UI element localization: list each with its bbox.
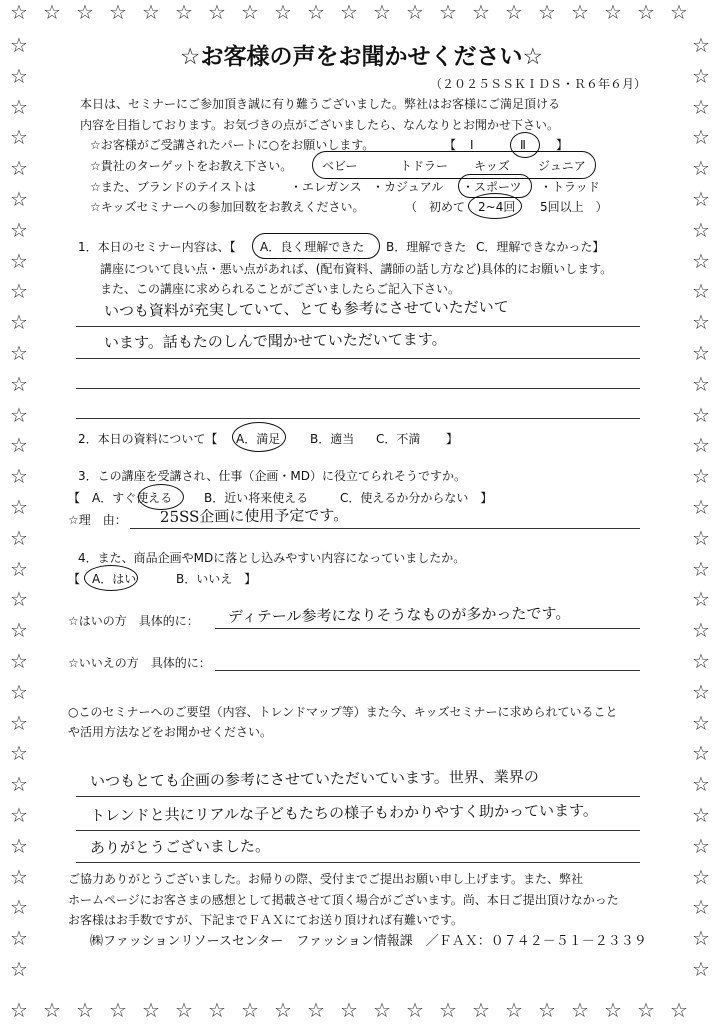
request-line-c [76,862,640,863]
page-title: ☆お客様の声をお聞かせください☆ [179,44,544,70]
star-icon: ☆ [692,279,710,304]
star-icon: ☆ [10,248,28,273]
star-icon: ☆ [10,895,28,920]
request-answer-1: いつもとても企画の参考にさせていただいています。世界、業界の [89,767,539,791]
q4-option-b[interactable]: B．いいえ 】 [176,572,257,586]
star-icon: ☆ [692,125,710,150]
star-icon: ☆ [10,525,28,550]
q1-answer-2: います。話もたのしんで聞かせていただいてます。 [103,330,447,352]
star-icon: ☆ [10,587,28,612]
star-icon: ☆ [692,402,710,427]
q4-no-line [215,670,640,671]
star-icon: ☆ [692,187,710,211]
star-icon: ☆ [10,772,28,797]
star-icon: ☆ [637,998,655,1022]
brand-trad[interactable]: ・トラッド [540,180,600,194]
star-icon: ☆ [340,998,358,1022]
target-toddler[interactable]: トドラー [400,159,449,173]
star-icon: ☆ [175,998,193,1022]
star-icon: ☆ [571,0,589,24]
q1-line-4 [76,418,640,419]
star-icon: ☆ [10,833,28,858]
star-icon: ☆ [692,156,710,181]
request-answer-3: ありがとうございました。 [89,837,271,857]
star-icon: ☆ [692,926,710,951]
q1-line-3 [76,388,640,389]
brand-sports[interactable]: ・スポーツ [462,180,522,194]
star-icon: ☆ [692,864,710,889]
star-icon: ☆ [10,649,28,673]
request-line-a [76,796,640,797]
brand-casual[interactable]: ・カジュアル [372,180,444,194]
star-icon: ☆ [43,0,61,24]
q3-option-a[interactable]: 【 A．すぐ使える [68,491,173,505]
request-answer-2: トレンドと共にリアルな子どもたちの様子もわかりやすく助かっています。 [89,801,598,825]
target-kids[interactable]: キッズ [474,159,510,173]
star-icon: ☆ [307,0,325,24]
star-icon: ☆ [307,998,325,1022]
survey-code: （２０２５ＳＳＫＩＤＳ・Ｒ６年６月） [430,77,647,91]
q3-question: 3．この講座を受講され、仕事（企画・MD）に役立てられそうですか。 [78,469,466,483]
q1-option-a[interactable]: A．良く理解できた [260,240,365,254]
star-icon: ☆ [274,0,292,24]
star-icon: ☆ [10,618,28,643]
part-prompt: ☆お客様がご受講されたパートに○をお願いします。 [90,138,375,152]
intro-line-1: 本日は、セミナーにご参加頂き誠に有り難うございました。弊社はお客様にご満足頂ける [80,97,561,111]
star-icon: ☆ [439,0,457,24]
star-icon: ☆ [142,998,160,1022]
count-5-plus[interactable]: 5回以上 ） [540,200,608,214]
star-icon: ☆ [692,803,710,827]
count-first[interactable]: （ 初めて [405,200,466,214]
star-icon: ☆ [241,0,259,24]
star-icon: ☆ [692,94,710,119]
q1-line-2 [76,358,640,359]
star-icon: ☆ [10,710,28,735]
star-icon: ☆ [10,341,28,365]
star-icon: ☆ [406,0,424,24]
part-bracket-close: 】 [556,138,569,152]
count-2-4[interactable]: 2~4回 [478,200,516,214]
star-icon: ☆ [472,998,490,1022]
star-icon: ☆ [571,998,589,1022]
star-icon: ☆ [10,998,28,1022]
star-icon: ☆ [10,33,28,57]
star-icon: ☆ [692,649,710,673]
q1-line-1 [76,326,640,327]
star-icon: ☆ [692,217,710,242]
star-icon: ☆ [692,341,710,365]
q4-yes-label: ☆はいの方 具体的に： [68,614,199,628]
star-icon: ☆ [10,864,28,889]
q2-question: 2．本日の資料について【 [78,432,218,446]
star-icon: ☆ [10,957,28,981]
star-icon: ☆ [692,371,710,396]
q3-reason-line [130,528,640,529]
star-icon: ☆ [692,495,710,519]
star-icon: ☆ [10,0,28,24]
q1-question: 1．本日のセミナー内容は、【 [78,240,236,254]
star-icon: ☆ [472,0,490,24]
q1-option-b[interactable]: B．理解できた [386,240,467,254]
star-icon: ☆ [10,495,28,519]
q1-sub-2: また、この講座に求められることがございましたらご記入下さい。 [100,282,461,296]
star-icon: ☆ [692,957,710,981]
star-icon: ☆ [692,310,710,335]
star-icon: ☆ [373,0,391,24]
q3-circle [138,484,184,510]
brand-elegance[interactable]: ・エレガンス [290,180,362,194]
star-icon: ☆ [208,998,226,1022]
star-icon: ☆ [76,0,94,24]
star-icon: ☆ [692,556,710,581]
footer-line-3: お客様はお手数ですが、下記までＦＡＸにてお送り頂ければ有難いです。 [68,913,464,927]
star-icon: ☆ [692,895,710,920]
star-icon: ☆ [637,0,655,24]
star-icon: ☆ [10,279,28,304]
star-icon: ☆ [241,998,259,1022]
q2-option-c[interactable]: C．不満 [376,432,421,446]
count-circle [468,193,522,219]
request-line-b [76,830,640,831]
star-icon: ☆ [208,0,226,24]
q4-question: 4．また、商品企画やMDに落とし込みやすい内容になっていましたか。 [78,551,466,565]
star-icon: ☆ [538,998,556,1022]
star-icon: ☆ [505,0,523,24]
star-icon: ☆ [10,556,28,581]
q3-option-b[interactable]: B．近い将来使える [204,491,309,505]
q1-sub-1: 講座について良い点・悪い点があれば、(配布資料、講師の話し方など)具体的にお願いします。 [100,262,613,276]
star-icon: ☆ [109,0,127,24]
q2-option-a[interactable]: A．満足 [236,432,281,446]
star-icon: ☆ [692,464,710,489]
star-icon: ☆ [692,679,710,704]
q3-reason-answer: 25SS企画に使用予定です。 [159,506,349,526]
star-icon: ☆ [692,741,710,766]
star-icon: ☆ [692,525,710,550]
star-icon: ☆ [109,998,127,1022]
star-icon: ☆ [670,0,688,24]
star-icon: ☆ [43,998,61,1022]
q4-yes-answer: ディテール参考になりそうなものが多かったです。 [227,604,571,626]
star-icon: ☆ [340,0,358,24]
star-icon: ☆ [692,618,710,643]
brand-prompt: ☆また、ブランドのテイストは [90,180,256,194]
footer-line-2: ホームページにお客さまの感想として掲載させて頂く場合がございます。尚、本日ご提出頂けなかった [68,893,619,907]
star-icon: ☆ [10,371,28,396]
target-circle [312,151,596,179]
request-line-1: ○このセミナーへのご要望（内容、トレンドマップ等）また今、キッズセミナーに求められていること [68,705,618,719]
star-icon: ☆ [10,402,28,427]
footer-company: ㈱ファッションリソースセンター ファッション情報課 ／ＦＡＸ：０７４２－５１－２３３９ [90,934,647,949]
footer-line-1: ご協力ありがとうございました。お帰りの際、受付までご提出お願い申し上げます。また、弊社 [68,872,584,886]
star-icon: ☆ [10,63,28,88]
star-icon: ☆ [10,803,28,827]
star-icon: ☆ [10,926,28,951]
star-icon: ☆ [439,998,457,1022]
q1-answer-1: いつも資料が充実していて、とても参考にさせていただいて [103,297,509,321]
star-icon: ☆ [406,998,424,1022]
q4-yes-line [215,628,640,629]
star-icon: ☆ [10,433,28,458]
q4-circle [84,565,138,591]
star-icon: ☆ [175,0,193,24]
star-icon: ☆ [76,998,94,1022]
star-icon: ☆ [538,0,556,24]
q4-no-label: ☆いいえの方 具体的に： [68,656,211,670]
part-option-1[interactable]: Ⅰ [470,138,474,152]
star-icon: ☆ [692,710,710,735]
part-bracket-open: 【 [444,138,457,152]
q3-option-c[interactable]: C．使えるか分からない 】 [340,491,493,505]
target-prompt: ☆貴社のターゲットをお教え下さい。 [90,159,293,173]
star-icon: ☆ [10,217,28,242]
star-icon: ☆ [274,998,292,1022]
star-icon: ☆ [692,63,710,88]
star-icon: ☆ [505,998,523,1022]
q4-option-a[interactable]: 【 A．はい [68,572,137,586]
star-icon: ☆ [604,0,622,24]
q2-option-b[interactable]: B．適当 [310,432,355,446]
star-icon: ☆ [670,998,688,1022]
star-icon: ☆ [10,156,28,181]
target-baby[interactable]: ベビー [322,159,358,173]
star-icon: ☆ [10,679,28,704]
star-icon: ☆ [692,772,710,797]
q1-circle [252,233,380,259]
star-icon: ☆ [10,464,28,489]
star-icon: ☆ [692,33,710,57]
q1-option-c[interactable]: C．理解できなかった】 [476,240,605,254]
q2-circle [232,422,286,452]
request-line-2: や活用方法などをお聞かせください。 [68,725,273,739]
star-icon: ☆ [10,187,28,211]
star-icon: ☆ [10,94,28,119]
count-prompt: ☆キッズセミナーへの参加回数をお教えください。 [90,200,365,214]
part-option-2[interactable]: Ⅱ [520,138,526,152]
q2-bracket-close: 】 [446,432,459,446]
star-icon: ☆ [692,248,710,273]
star-icon: ☆ [10,310,28,335]
star-icon: ☆ [10,125,28,150]
star-icon: ☆ [373,998,391,1022]
star-icon: ☆ [692,587,710,612]
intro-line-2: 内容を目指しております。お気づきの点がございましたら、なんなりとお聞かせ下さい。 [80,118,560,132]
star-icon: ☆ [10,741,28,766]
star-icon: ☆ [692,433,710,458]
star-icon: ☆ [142,0,160,24]
target-junior[interactable]: ジュニア [538,159,586,173]
star-icon: ☆ [692,833,710,858]
q3-reason-label: ☆理 由： [68,513,127,527]
star-icon: ☆ [604,998,622,1022]
